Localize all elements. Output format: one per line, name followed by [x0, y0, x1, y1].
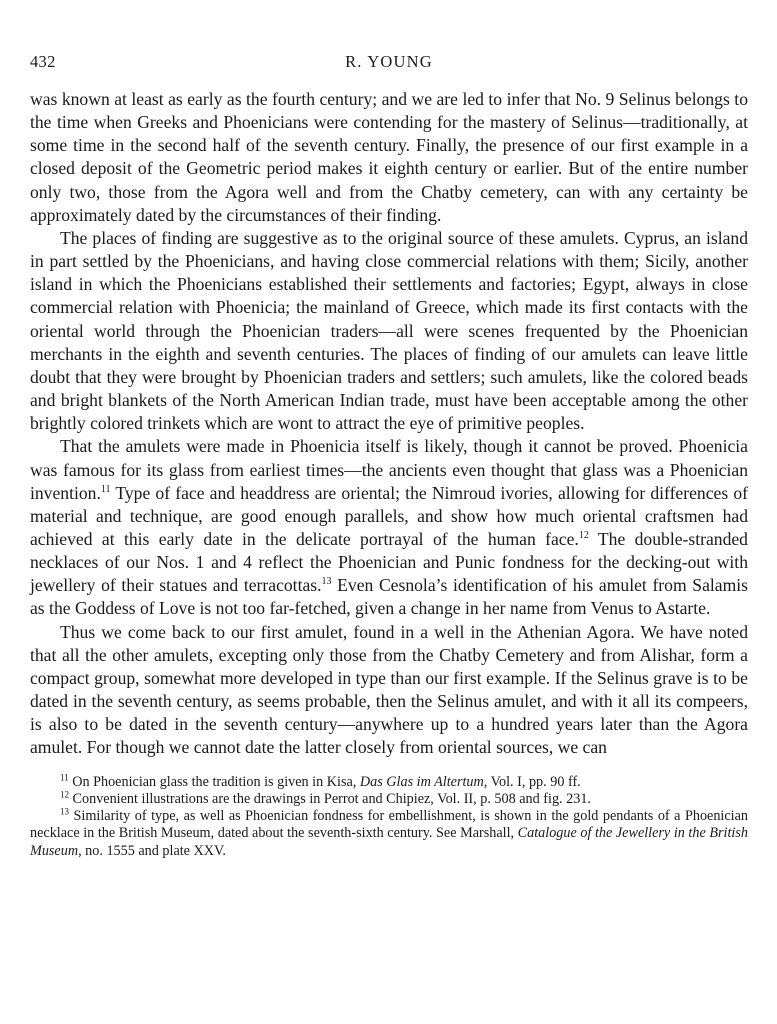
paragraph [30, 227, 748, 435]
footnote-text: , no. 1555 and plate XXV. [78, 842, 226, 859]
footnote-text: Convenient illustrations are the drawings in Perrot and Chipiez, Vol. II, p. 508 and fig. 231. [72, 790, 591, 807]
running-head: R. YOUNG [345, 52, 433, 71]
footnote-title: Das Glas im Altertum [359, 773, 484, 790]
paragraph [30, 435, 748, 620]
footnote [30, 791, 748, 808]
footnote-number: 12 [60, 789, 69, 800]
paragraph-text: The places of finding are suggestive as to the original source of these amulets. Cyprus, an island in part settled by the Phoenicians, and having close commercial relations with them; Sicily, another island in which the Phoenicians established their settlements and factories; Egypt, always in close commercial relation with Phoenicia; the mainland of Greece, which made its first contacts with the oriental world through the Phoenician traders—all were scenes frequented by the Phoenician merchants in the eighth and seventh centuries. The places of finding of our amulets can leave little doubt that they were brought by Phoenician traders and settlers; such amulets, like the colored beads and bright blankets of the North American Indian trade, must have been acceptable among the other brightly colored trinkets which are wont to attract the eye of primitive peoples. [30, 227, 748, 434]
footnotes [30, 771, 748, 860]
page-number: 432 [30, 52, 56, 71]
paragraph-text: Even Cesnola’s identification of his amulet from Salamis as the Goddess of Love is not too far-fetched, given a change in her name from Venus to Astarte. [30, 575, 748, 619]
footnote [30, 808, 748, 860]
footnote-text: , Vol. I, pp. 90 ff. [483, 773, 581, 790]
footnote-text: On Phoenician glass the tradition is given in Kisa, [72, 773, 360, 790]
footnote-title: Catalogue of the Jewellery in the British Museum [30, 825, 748, 859]
footnote-reference: 11 [100, 483, 111, 495]
paragraph [30, 88, 748, 227]
page [30, 52, 748, 860]
paragraph-text: was known at least as early as the fourth century; and we are led to infer that No. 9 Selinus belongs to the time when Greeks and Phoenicians were contending for the mastery of Selinus—traditionally, at some time in the second half of the seventh century. Finally, the presence of our first example in a closed deposit of the Geometric period makes it eighth century or earlier. But of the entire number only two, those from the Agora well and from the Chatby cemetery, can with any certainty be approximately dated by the circumstances of their finding. [30, 89, 748, 225]
paragraph [30, 621, 748, 760]
footnote-text: Similarity of type, as well as Phoenician fondness for embellishment, is shown in the gold pendants of a Phoenician necklace in the British Museum, dated about the seventh-sixth century. See Marshall, [30, 808, 748, 842]
paragraph-text: Type of face and headdress are oriental; the Nimroud ivories, allowing for differences of material and technique, are good enough parallels, and show how much oriental craftsmen had achieved at this early date in the delicate portrayal of the human face. [30, 482, 748, 549]
footnote-reference: 12 [578, 530, 589, 542]
paragraph-text: The double-stranded necklaces of our Nos. 1 and 4 reflect the Phoenician and Punic fondness for the decking-out with jewellery of their statues and terracottas. [30, 528, 748, 596]
body-text [30, 88, 748, 760]
paragraph-text: That the amulets were made in Phoenicia itself is likely, though it cannot be proved. Phoenicia was famous for its glass from earliest times—the ancients even thought that glass was a Phoenician invention. [30, 436, 748, 503]
footnote [30, 771, 748, 791]
footnote-number: 13 [60, 806, 69, 817]
page-header [30, 52, 748, 78]
footnote-reference: 13 [321, 576, 332, 588]
paragraph-text: Thus we come back to our first amulet, found in a well in the Athenian Agora. We have noted that all the other amulets, excepting only those from the Chatby Cemetery and from Alishar, form a compact group, somewhat more developed in type than our first example. If the Selinus grave is to be dated in the seventh century, as seems probable, then the Selinus amulet, and with it all its compeers, is also to be dated in the seventh century—anywhere up to a hundred years later than the Agora amulet. For though we cannot date the latter closely from oriental sources, we can [30, 621, 748, 758]
footnote-number: 11 [60, 771, 69, 782]
